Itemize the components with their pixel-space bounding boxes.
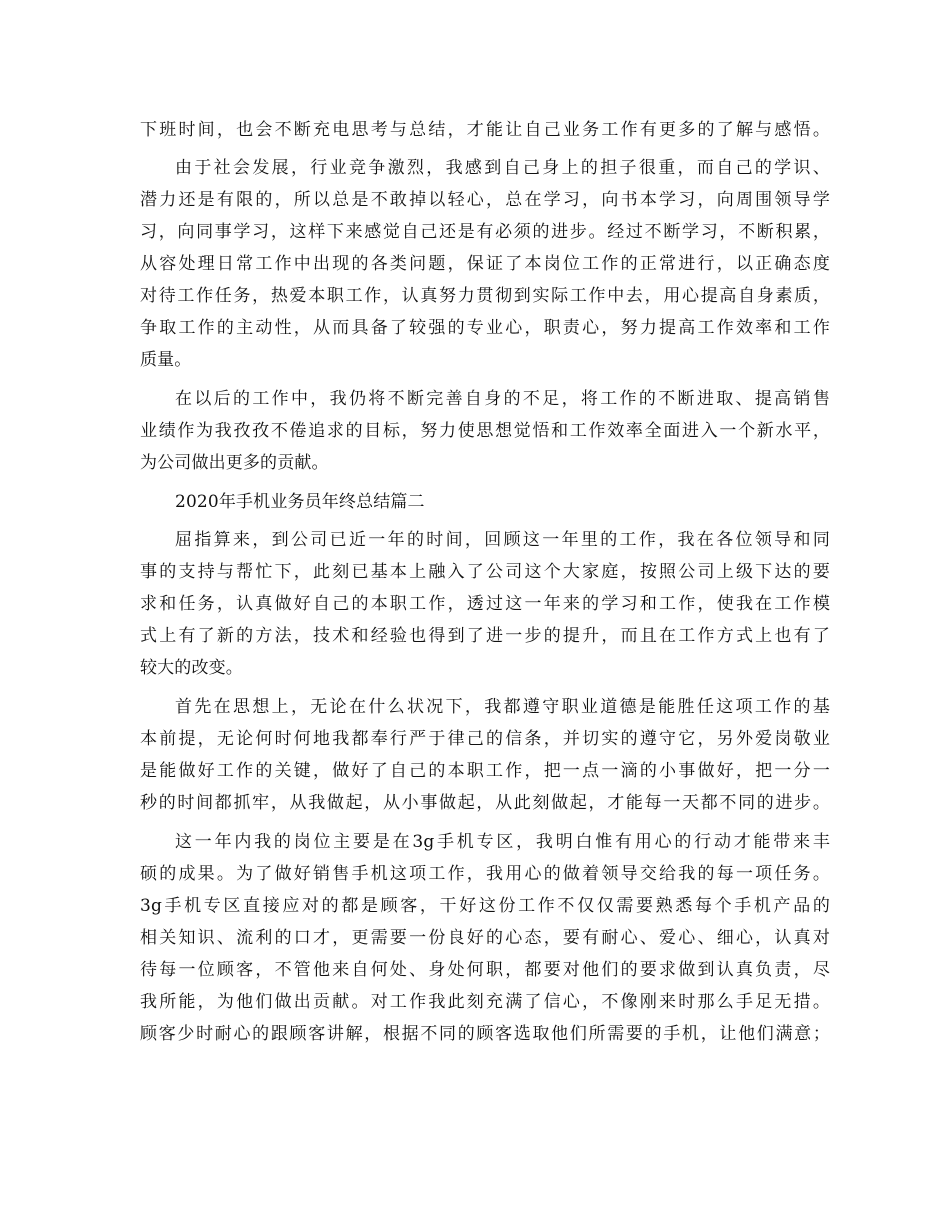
paragraph-line: 争取工作的主动性，从而具备了较强的专业心，职责心，努力提高工作效率和工作 [140, 318, 830, 338]
paragraph-line: 3g手机专区直接应对的都是顾客，干好这份工作不仅仅需要熟悉每个手机产品的 [140, 896, 830, 916]
section-heading: 2020年手机业务员年终总结篇二 [175, 492, 425, 512]
paragraph-line: 这一年内我的岗位主要是在3g手机专区，我明白惟有用心的行动才能带来丰 [175, 832, 830, 852]
paragraph-line: 为公司做出更多的贡献。 [140, 453, 329, 473]
paragraph-line: 待每一位顾客，不管他来自何处、身处何职，都要对他们的要求做到认真负责，尽 [140, 960, 830, 980]
paragraph-line: 硕的成果。为了做好销售手机这项工作，我用心的做着领导交给我的每一项任务。 [140, 864, 830, 884]
paragraph-line: 由于社会发展，行业竞争激烈，我感到自己身上的担子很重，而自己的学识、 [175, 158, 830, 178]
paragraph-line: 下班时间，也会不断充电思考与总结，才能让自己业务工作有更多的了解与感悟。 [140, 120, 830, 140]
paragraph-line: 对待工作任务，热爱本职工作，认真努力贯彻到实际工作中去，用心提高自身素质， [140, 286, 830, 306]
paragraph-line: 事的支持与帮忙下，此刻已基本上融入了公司这个大家庭，按照公司上级下达的要 [140, 562, 830, 582]
paragraph-line: 业绩作为我孜孜不倦追求的目标，努力使思想觉悟和工作效率全面进入一个新水平， [140, 421, 830, 441]
paragraph-line: 顾客少时耐心的跟顾客讲解，根据不同的顾客选取他们所需要的手机，让他们满意； [140, 1024, 830, 1044]
paragraph-line: 我所能，为他们做出贡献。对工作我此刻充满了信心，不像刚来时那么手足无措。 [140, 992, 830, 1012]
paragraph-line: 习，向同事学习，这样下来感觉自己还是有必须的进步。经过不断学习，不断积累， [140, 222, 830, 242]
paragraph-line: 相关知识、流利的口才，更需要一份良好的心态，要有耐心、爱心、细心，认真对 [140, 928, 830, 948]
paragraph-line: 较大的改变。 [140, 658, 243, 678]
paragraph-line: 在以后的工作中，我仍将不断完善自身的不足，将工作的不断进取、提高销售 [175, 389, 830, 409]
paragraph-line: 秒的时间都抓牢，从我做起，从小事做起，从此刻做起，才能每一天都不同的进步。 [140, 793, 830, 813]
paragraph-line: 本前提，无论何时何地我都奉行严于律己的信条，并切实的遵守它，另外爱岗敬业 [140, 729, 830, 749]
paragraph-line: 潜力还是有限的，所以总是不敢掉以轻心，总在学习，向书本学习，向周围领导学 [140, 190, 830, 210]
paragraph-line: 是能做好工作的关键，做好了自己的本职工作，把一点一滴的小事做好，把一分一 [140, 761, 830, 781]
paragraph-line: 质量。 [140, 350, 192, 370]
paragraph-line: 式上有了新的方法，技术和经验也得到了进一步的提升，而且在工作方式上也有了 [140, 626, 830, 646]
paragraph-line: 屈指算来，到公司已近一年的时间，回顾这一年里的工作，我在各位领导和同 [175, 530, 830, 550]
paragraph-line: 求和任务，认真做好自己的本职工作，透过这一年来的学习和工作，使我在工作模 [140, 594, 830, 614]
paragraph-line: 从容处理日常工作中出现的各类问题，保证了本岗位工作的正常进行，以正确态度 [140, 254, 830, 274]
paragraph-line: 首先在思想上，无论在什么状况下，我都遵守职业道德是能胜任这项工作的基 [175, 697, 830, 717]
